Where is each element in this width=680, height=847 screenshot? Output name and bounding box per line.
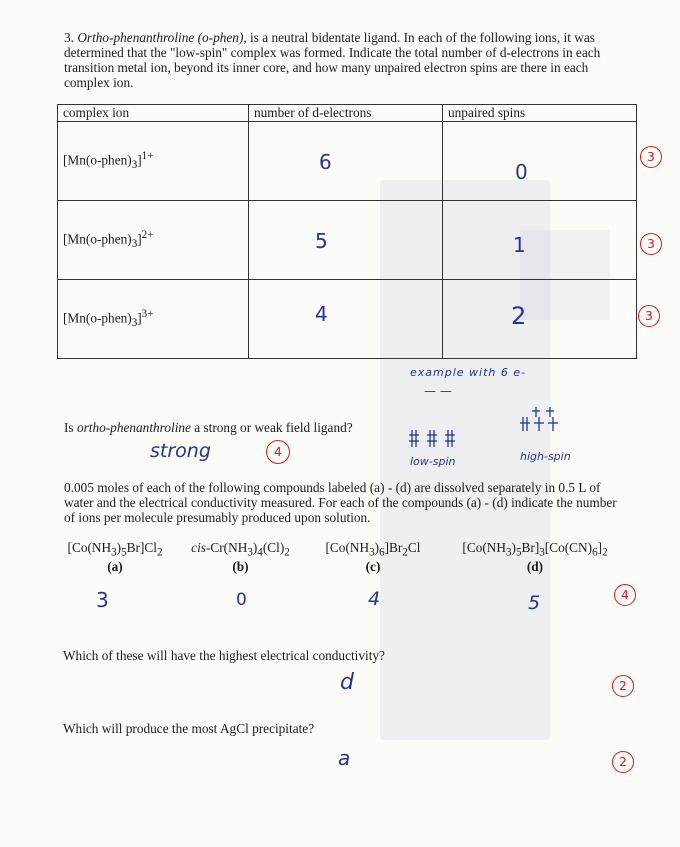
- ion-subscript: 3: [131, 159, 138, 172]
- table-row: [58, 201, 637, 280]
- header-d-electrons: number of d-electrons: [249, 105, 443, 122]
- ion-formula: [Mn(o-phen): [63, 152, 132, 168]
- ion-subscript: 3: [131, 238, 138, 251]
- highest-conductivity-answer: d: [340, 670, 354, 695]
- low-spin-label: low-spin: [410, 455, 456, 468]
- score-circle: 2: [612, 675, 634, 697]
- ion-subscript: 3: [131, 317, 138, 330]
- table-row: [58, 122, 637, 201]
- score-circle: 2: [612, 751, 634, 773]
- question-intro: [64, 30, 634, 90]
- score-circle: 3: [640, 146, 662, 168]
- ion-charge: 2+: [141, 229, 154, 242]
- compound-c: $[Co(NH_3)_6]Br_2Cl$ (c): [318, 540, 428, 575]
- d-electrons-cell: [249, 201, 443, 280]
- field-question-prefix: Is: [64, 420, 77, 435]
- agcl-answer: a: [338, 746, 351, 770]
- field-question: [64, 420, 353, 435]
- compound-a: $[Co(NH_3)_5Br]Cl_2$ (a): [60, 540, 170, 575]
- ion-charge: 1+: [141, 150, 154, 163]
- intro-text: is a neutral bidentate ligand. In each of the following ions, it was determined that the "low-spin" complex was formed. Indicate the total number of d-electrons in each transition metal ion, beyond its inner core, and how many unpaired electron spins are there in each complex ion.: [64, 30, 601, 90]
- agcl-question: Which will produce the most AgCl precipitate?: [63, 721, 315, 736]
- field-answer: strong: [150, 440, 211, 462]
- unpaired-cell: [443, 201, 637, 280]
- score-circle: 3: [638, 305, 660, 327]
- compound-label: (d): [526, 558, 544, 574]
- header-unpaired-spins: unpaired spins: [443, 105, 637, 122]
- ion-formula: [Mn(o-phen): [63, 310, 132, 326]
- conductivity-intro: 0.005 moles of each of the following compounds labeled (a) - (d) are dissolved separately in 0.5 L of water and the electrical conductivity measured. For each of the compounds (a) - (d) indicate the number of ions per molecule presumably produced upon solution.: [64, 480, 617, 525]
- header-complex-ion: complex ion: [58, 105, 249, 122]
- field-question-ligand: ortho-phenanthroline: [76, 420, 191, 435]
- question-number: 3.: [64, 30, 74, 45]
- ligand-name: Ortho-phenanthroline (o-phen),: [77, 30, 247, 45]
- complex-ion-cell: $[Mn(o-phen)_3]^{3+}$: [58, 280, 249, 359]
- compound-label: (c): [365, 558, 381, 574]
- example-note: example with 6 e-: [410, 366, 527, 379]
- handwritten-answer: 0: [515, 160, 528, 184]
- compound-answer: 0: [236, 590, 247, 610]
- ion-table: [57, 104, 637, 359]
- field-question-suffix: a strong or weak field ligand?: [190, 420, 353, 435]
- score-circle: 4: [266, 440, 290, 464]
- score-circle: 4: [614, 584, 636, 606]
- high-spin-label: high-spin: [520, 450, 571, 463]
- example-dashes: — —: [424, 384, 452, 398]
- table-row: [58, 280, 637, 359]
- ion-charge: 3+: [141, 308, 154, 321]
- compound-d: $[Co(NH_3)_5Br]_3[Co(CN)_6]_2$ (d): [455, 540, 615, 575]
- compound-b: cis-$Cr(NH_3)_4(Cl)_2$ (b): [188, 540, 293, 575]
- compound-label: (b): [232, 558, 249, 574]
- complex-ion-cell: $[Mn(o-phen)_3]^{1+}$: [58, 122, 249, 201]
- compound-answer: 4: [368, 588, 381, 610]
- complex-ion-cell: $[Mn(o-phen)_3]^{2+}$: [58, 201, 249, 280]
- unpaired-cell: [443, 122, 637, 201]
- handwritten-answer: 4: [315, 302, 328, 326]
- unpaired-cell: [443, 280, 637, 359]
- handwritten-answer: 1: [513, 233, 526, 257]
- high-spin-orbital-sketch: [518, 405, 568, 435]
- compound-answer: 3: [96, 588, 109, 612]
- handwritten-answer: 6: [319, 150, 332, 174]
- score-circle: 3: [640, 233, 662, 255]
- handwritten-answer: 5: [315, 229, 328, 253]
- compound-label: (a): [107, 558, 123, 574]
- d-electrons-cell: [249, 280, 443, 359]
- ion-formula: [Mn(o-phen): [63, 231, 132, 247]
- handwritten-answer: 2: [511, 302, 527, 330]
- highest-conductivity-question: Which of these will have the highest electrical conductivity?: [63, 648, 385, 663]
- compound-answer: 5: [528, 592, 541, 614]
- low-spin-orbital-sketch: [405, 425, 465, 455]
- table-header-row: [58, 105, 637, 122]
- d-electrons-cell: [249, 122, 443, 201]
